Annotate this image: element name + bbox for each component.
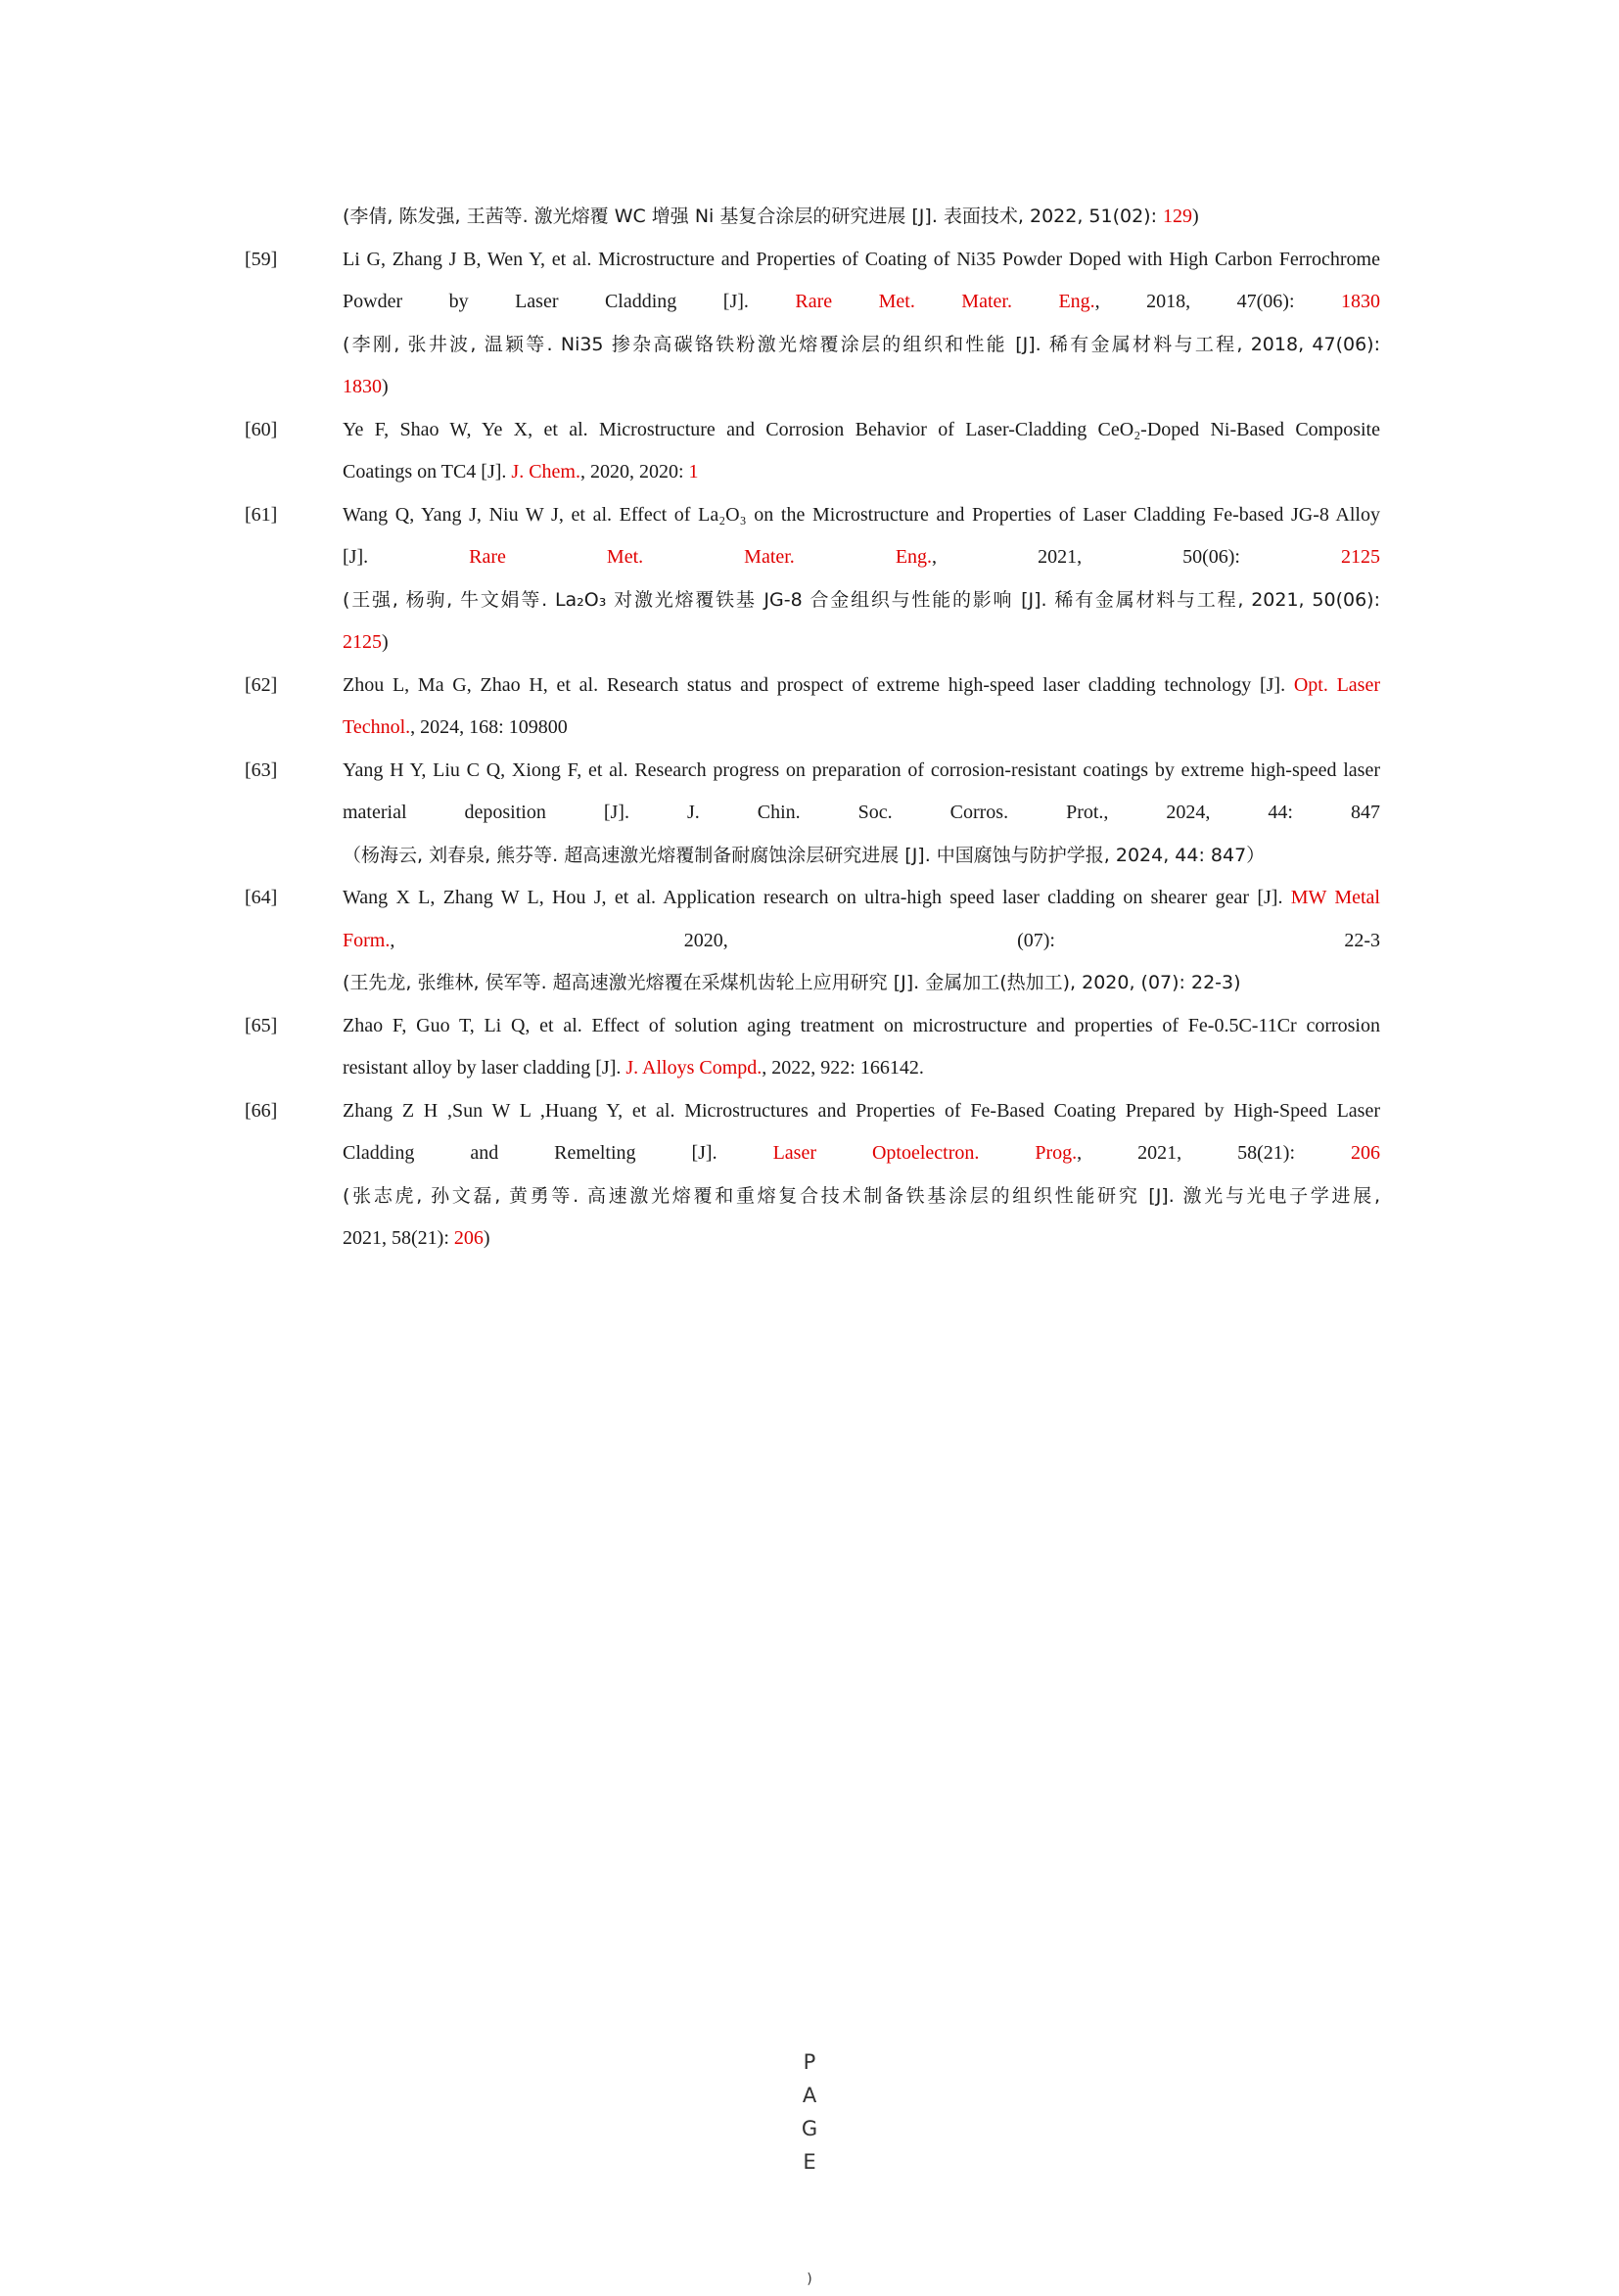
journal-link-text: 206 xyxy=(453,1227,484,1249)
reference-line xyxy=(343,621,1380,665)
journal-link-text: Technol. xyxy=(343,716,411,738)
reference-number: [60] xyxy=(245,418,278,440)
journal-link-text: 206 xyxy=(1351,1142,1380,1164)
reference-text: ) xyxy=(483,1227,490,1249)
journal-link-text: Rare Met. Mater. Eng. xyxy=(795,291,1095,312)
reference-text: Wang X L, Zhang W L, Hou J, et al. Application research on ultra-high speed laser cladding on shearer gear [J]. xyxy=(343,887,1291,908)
reference-text: Coatings on TC4 [J]. xyxy=(343,461,512,482)
reference-text: Zhang Z H ,Sun W L ,Huang Y, et al. Microstructures and Properties of Fe-Based Coating Prepared by High-Speed Laser xyxy=(343,1099,1380,1122)
journal-link-text: 1830 xyxy=(343,376,382,397)
reference-text: resistant alloy by laser cladding [J]. xyxy=(343,1057,626,1079)
reference-line xyxy=(343,1175,1380,1218)
reference-text: ) xyxy=(382,631,389,653)
reference-line xyxy=(343,1217,1380,1261)
reference-entry xyxy=(245,196,1380,239)
reference-line xyxy=(343,1090,1380,1133)
journal-link-text: J. Chem. xyxy=(511,461,580,482)
reference-number: [64] xyxy=(245,887,278,908)
journal-link-text: 1830 xyxy=(1341,291,1380,312)
reference-text: Zhou L, Ma G, Zhao H, et al. Research status and prospect of extreme high-speed laser cladding technology [J]. xyxy=(343,673,1294,696)
reference-text: (王强, 杨驹, 牛文娟等. La₂O₃ 对激光熔覆铁基 JG-8 合金组织与性能的影响 [J]. 稀有金属材料与工程, 2021, 50(06): xyxy=(343,588,1380,611)
reference-text: [J]. xyxy=(343,546,470,568)
reference-number: [65] xyxy=(245,1014,278,1036)
reference-text: (李刚, 张井波, 温颖等. Ni35 掺杂高碳铬铁粉激光熔覆涂层的组织和性能 [J]. 稀有金属材料与工程, 2018, 47(06): xyxy=(343,333,1380,355)
reference-number: [59] xyxy=(245,248,278,270)
reference-line xyxy=(343,835,1380,878)
reference-line xyxy=(343,792,1380,835)
reference-line xyxy=(343,1132,1380,1175)
reference-text: ) xyxy=(1192,206,1199,227)
page-footer xyxy=(795,2045,824,2296)
reference-text: (张志虎, 孙文磊, 黄勇等. 高速激光熔覆和重熔复合技术制备铁基涂层的组织性能研究 [J]. 激光与光电子学进展, xyxy=(343,1184,1380,1207)
reference-text: Wang Q, Yang J, Niu W J, et al. Effect of La₂O₃ on the Microstructure and Properties of Laser Cladding Fe-based JG-8 Alloy xyxy=(343,503,1380,526)
journal-link-text: 129 xyxy=(1163,206,1193,227)
footer-letter: G xyxy=(801,2117,818,2140)
reference-entry xyxy=(245,1090,1380,1261)
reference-line xyxy=(343,366,1380,409)
reference-line xyxy=(343,536,1380,579)
reference-line xyxy=(343,1005,1380,1048)
reference-text: , 2020, (07): 22-3 xyxy=(390,929,1380,951)
reference-entry xyxy=(245,665,1380,750)
reference-line xyxy=(343,877,1380,920)
reference-text: (李倩, 陈发强, 王茜等. 激光熔覆 WC 增强 Ni 基复合涂层的研究进展 [J]. 表面技术, 2022, 51(02): xyxy=(343,206,1164,227)
reference-line xyxy=(343,409,1380,452)
footer-letter: E xyxy=(803,2150,816,2174)
journal-link-text: Rare Met. Mater. Eng. xyxy=(469,546,933,568)
journal-link-text: MW Metal xyxy=(1290,887,1380,908)
reference-entry xyxy=(245,239,1380,409)
journal-link-text: Laser Optoelectron. Prog. xyxy=(772,1142,1078,1164)
journal-link-text: 2125 xyxy=(1341,546,1380,568)
reference-list xyxy=(245,196,1380,1261)
reference-line xyxy=(343,665,1380,708)
journal-link-text: J. Alloys Compd. xyxy=(625,1057,763,1079)
reference-text: (王先龙, 张维林, 侯军等. 超高速激光熔覆在采煤机齿轮上应用研究 [J]. 金属加工(热加工), 2020, (07): 22-3) xyxy=(343,972,1241,993)
reference-text: , 2018, 47(06): xyxy=(1094,291,1341,312)
reference-line xyxy=(343,239,1380,282)
reference-line xyxy=(343,707,1380,750)
journal-link-text: Opt. Laser xyxy=(1293,673,1380,696)
reference-line xyxy=(343,451,1380,494)
reference-text: Yang H Y, Liu C Q, Xiong F, et al. Research progress on preparation of corrosion-resistant coatings by extreme high-speed laser xyxy=(343,758,1380,781)
reference-text: , 2022, 922: 166142. xyxy=(762,1057,924,1079)
reference-line xyxy=(343,920,1380,963)
reference-line xyxy=(343,750,1380,793)
reference-entry xyxy=(245,409,1380,494)
reference-entry xyxy=(245,750,1380,878)
reference-text: Cladding and Remelting [J]. xyxy=(343,1142,773,1164)
reference-text: , 2021, 50(06): xyxy=(932,546,1341,568)
reference-text: （杨海云, 刘春泉, 熊芬等. 超高速激光熔覆制备耐腐蚀涂层研究进展 [J]. 中国腐蚀与防护学报, 2024, 44: 847） xyxy=(343,844,1266,866)
reference-line xyxy=(343,324,1380,367)
journal-link-text: 2125 xyxy=(343,631,382,653)
reference-text: , 2024, 168: 109800 xyxy=(410,716,568,738)
reference-line xyxy=(343,579,1380,622)
reference-line xyxy=(343,494,1380,537)
reference-number: [62] xyxy=(245,673,278,696)
reference-text: material deposition [J]. J. Chin. Soc. Corros. Prot., 2024, 44: 847 xyxy=(343,802,1380,823)
footer-letter: P xyxy=(803,2050,816,2074)
reference-text: Zhao F, Guo T, Li Q, et al. Effect of solution aging treatment on microstructure and properties of Fe‐0.5C‐11Cr corrosion xyxy=(343,1014,1380,1036)
reference-number: [61] xyxy=(245,503,278,526)
footer-letter: A xyxy=(802,2084,817,2107)
reference-line xyxy=(343,281,1380,324)
journal-link-text: 1 xyxy=(688,461,699,482)
journal-link-text: Form. xyxy=(343,929,391,951)
reference-text: Ye F, Shao W, Ye X, et al. Microstructure and Corrosion Behavior of Laser-Cladding CeO₂-Doped Ni-Based Composite xyxy=(343,418,1380,440)
reference-text: Li G, Zhang J B, Wen Y, et al. Microstructure and Properties of Coating of Ni35 Powder Doped with High Carbon Ferrochrome xyxy=(343,248,1380,270)
reference-entry xyxy=(245,877,1380,1005)
reference-line xyxy=(343,1047,1380,1090)
reference-text: 2021, 58(21): xyxy=(343,1227,454,1249)
reference-line xyxy=(343,962,1380,1005)
reference-number: [63] xyxy=(245,758,278,781)
reference-text: , 2020, 2020: xyxy=(579,461,689,482)
reference-entry xyxy=(245,1005,1380,1090)
reference-text: , 2021, 58(21): xyxy=(1077,1142,1351,1164)
reference-number: [66] xyxy=(245,1099,278,1122)
reference-text: ) xyxy=(382,376,389,397)
footer-tail: ) xyxy=(807,2272,812,2287)
reference-entry xyxy=(245,494,1380,665)
reference-line xyxy=(343,196,1380,239)
reference-text: Powder by Laser Cladding [J]. xyxy=(343,291,796,312)
